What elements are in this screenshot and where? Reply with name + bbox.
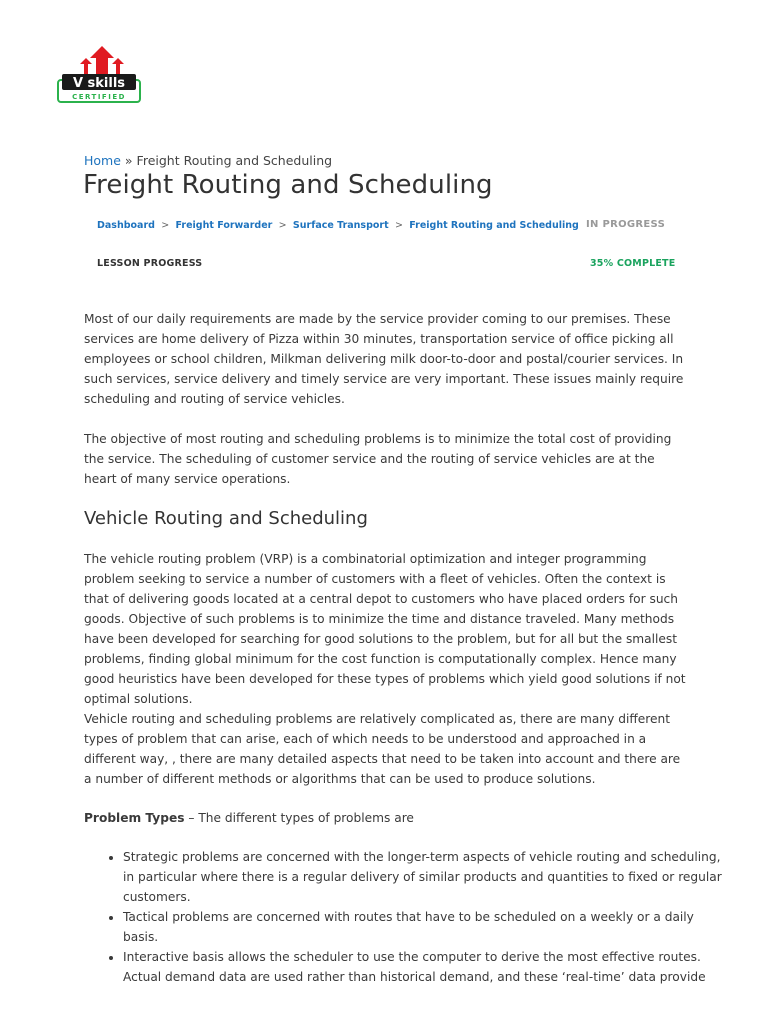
lesson-crumb-separator: > xyxy=(278,220,287,231)
lesson-progress-value: 35% COMPLETE xyxy=(590,258,676,269)
list-item: • Interactive basis allows the scheduler to use the computer to derive the most effective routes. Actual demand data are used rather than historical demand, and these ‘real-time’ data provide xyxy=(123,947,727,987)
section-heading: Vehicle Routing and Scheduling xyxy=(84,508,368,529)
article-paragraph-objective: The objective of most routing and scheduling problems is to minimize the total cost of providing the service. The scheduling of customer service and the routing of service vehicles are at the heart of many service operations. xyxy=(84,432,672,486)
breadcrumb-current: Freight Routing and Scheduling xyxy=(136,153,333,168)
page-title: Freight Routing and Scheduling xyxy=(83,170,493,200)
problem-types-label: Problem Types xyxy=(84,811,185,825)
vskills-logo-graphic xyxy=(56,44,144,106)
breadcrumb-home-link[interactable]: Home xyxy=(84,153,121,168)
lesson-crumb-lesson[interactable]: Freight Routing and Scheduling xyxy=(409,220,579,231)
list-item: • Tactical problems are concerned with routes that have to be scheduled on a weekly or a daily basis. xyxy=(123,907,727,947)
lesson-crumb-module[interactable]: Surface Transport xyxy=(292,220,389,231)
lesson-crumb-separator: > xyxy=(394,220,403,231)
lesson-crumb-course[interactable]: Freight Forwarder xyxy=(175,220,273,231)
article-paragraph-problem-types xyxy=(84,808,688,828)
lesson-progress-label: LESSON PROGRESS xyxy=(97,258,203,269)
article-paragraph-vrp: The vehicle routing problem (VRP) is a combinatorial optimization and integer programming problem seeking to service a number of customers with a fleet of vehicles. Often the context is that of delivering goods located at a central depot to customers who have placed orders for such goods. Objective of such problems is to minimize the time and distance traveled. Many methods have been developed for searching for good solutions to the problem, but for all but the smallest problems, finding global minimum for the cost function is computationally complex. Hence many good heuristics have been developed for these types of problems which yield good solutions if not optimal solutions. xyxy=(84,552,686,706)
logo-brand-text: V skills xyxy=(72,76,126,91)
breadcrumb-separator: » xyxy=(124,153,133,168)
problem-types-list xyxy=(84,847,727,987)
lesson-status-badge: IN PROGRESS xyxy=(586,219,666,230)
article-paragraph-intro: Most of our daily requirements are made by the service provider coming to our premises. These services are home delivery of Pizza within 30 minutes, transportation service of office picking all employees or school children, Milkman delivering milk door-to-door and postal/courier services. In such services, service delivery and timely service are very important. These issues mainly require scheduling and routing of service vehicles. xyxy=(84,312,684,406)
problem-types-text: – The different types of problems are xyxy=(184,811,414,825)
article-paragraph-complexity: Vehicle routing and scheduling problems are relatively complicated as, there are many different types of problem that can arise, each of which needs to be understood and approached in a different way, , there are many detailed aspects that need to be taken into account and there are a number of different methods or algorithms that can be used to produce solutions. xyxy=(84,712,681,786)
list-item: • Strategic problems are concerned with the longer-term aspects of vehicle routing and scheduling, in particular where there is a regular delivery of similar products and quantities to fixed or regular customers. xyxy=(123,847,727,907)
lesson-breadcrumb xyxy=(97,220,579,231)
logo-badge-text: CERTIFIED xyxy=(72,93,126,101)
breadcrumb xyxy=(84,153,332,168)
lesson-crumb-dashboard[interactable]: Dashboard xyxy=(97,220,155,231)
lesson-crumb-separator: > xyxy=(161,220,170,231)
vskills-logo[interactable] xyxy=(56,44,144,106)
